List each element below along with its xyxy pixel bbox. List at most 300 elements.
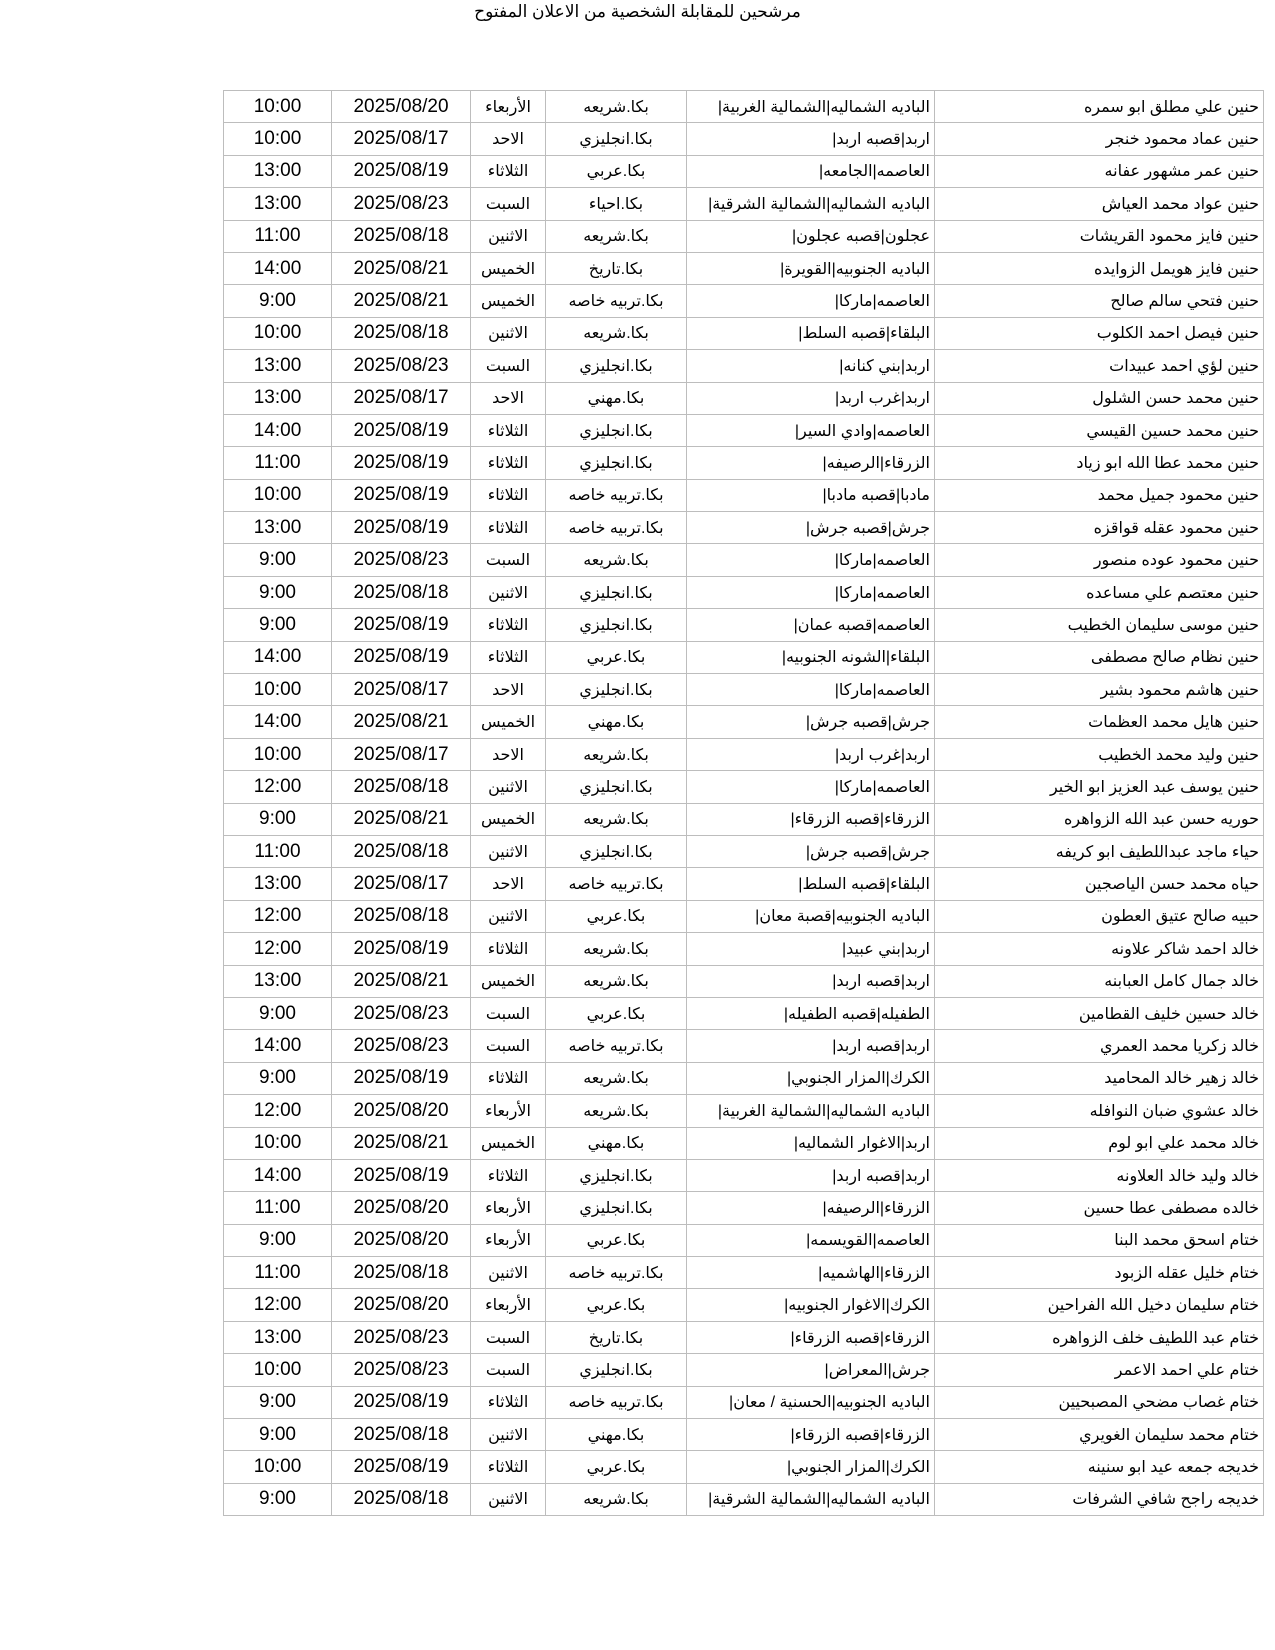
- candidate-name-cell: ختام خليل عقله الزبود: [935, 1257, 1264, 1289]
- table-row: [224, 803, 1264, 835]
- interview-time-cell: 13:00: [224, 350, 332, 382]
- candidate-name-cell: حياه محمد حسن الياصجين: [935, 868, 1264, 900]
- candidate-name-cell: حوريه حسن عبد الله الزواهره: [935, 803, 1264, 835]
- candidate-name-cell: خالد حسين خليف القطامين: [935, 997, 1264, 1029]
- interview-time-cell: 13:00: [224, 512, 332, 544]
- interview-date-cell: 2025/08/19: [332, 609, 471, 641]
- interview-day-cell: السبت: [471, 1354, 546, 1386]
- table-row: [224, 900, 1264, 932]
- table-row: [224, 1483, 1264, 1515]
- region-cell: الباديه الجنوبيه|قصبة معان|: [687, 900, 935, 932]
- interview-day-cell: الاحد: [471, 868, 546, 900]
- candidate-name-cell: حنين موسى سليمان الخطيب: [935, 609, 1264, 641]
- table-row: [224, 706, 1264, 738]
- interview-date-cell: 2025/08/18: [332, 771, 471, 803]
- specialization-cell: بكا.انجليزي: [546, 350, 687, 382]
- region-cell: البلقاء|قصبه السلط|: [687, 868, 935, 900]
- interview-day-cell: السبت: [471, 1321, 546, 1353]
- interview-date-cell: 2025/08/21: [332, 1127, 471, 1159]
- region-cell: الزرقاء|الرصيفه|: [687, 447, 935, 479]
- interview-date-cell: 2025/08/19: [332, 1386, 471, 1418]
- interview-day-cell: الثلاثاء: [471, 155, 546, 187]
- interview-time-cell: 14:00: [224, 1030, 332, 1062]
- region-cell: جرش|قصبه جرش|: [687, 706, 935, 738]
- interview-time-cell: 10:00: [224, 91, 332, 123]
- interview-day-cell: الخميس: [471, 1127, 546, 1159]
- interview-date-cell: 2025/08/18: [332, 900, 471, 932]
- region-cell: العاصمه|ماركا|: [687, 285, 935, 317]
- table-row: [224, 382, 1264, 414]
- interview-time-cell: 14:00: [224, 641, 332, 673]
- region-cell: الزرقاء|قصبه الزرقاء|: [687, 803, 935, 835]
- interview-time-cell: 9:00: [224, 285, 332, 317]
- specialization-cell: بكا.عربي: [546, 1289, 687, 1321]
- table-row: [224, 641, 1264, 673]
- candidate-name-cell: حنين فتحي سالم صالح: [935, 285, 1264, 317]
- candidate-name-cell: حنين لؤي احمد عبيدات: [935, 350, 1264, 382]
- interview-date-cell: 2025/08/17: [332, 738, 471, 770]
- interview-time-cell: 10:00: [224, 1451, 332, 1483]
- interview-date-cell: 2025/08/19: [332, 155, 471, 187]
- candidate-name-cell: حنين محمود جميل محمد: [935, 479, 1264, 511]
- candidate-name-cell: حنين يوسف عبد العزيز ابو الخير: [935, 771, 1264, 803]
- interview-day-cell: الاثنين: [471, 317, 546, 349]
- table-row: [224, 674, 1264, 706]
- interview-day-cell: الاثنين: [471, 771, 546, 803]
- interview-date-cell: 2025/08/18: [332, 1483, 471, 1515]
- specialization-cell: بكا.عربي: [546, 997, 687, 1029]
- table-row: [224, 1451, 1264, 1483]
- specialization-cell: بكا.تربيه خاصه: [546, 1257, 687, 1289]
- region-cell: الزرقاء|قصبه الزرقاء|: [687, 1419, 935, 1451]
- interview-time-cell: 10:00: [224, 674, 332, 706]
- table-row: [224, 1386, 1264, 1418]
- interview-day-cell: الثلاثاء: [471, 933, 546, 965]
- interview-time-cell: 11:00: [224, 835, 332, 867]
- specialization-cell: بكا.شريعه: [546, 803, 687, 835]
- table-row: [224, 738, 1264, 770]
- specialization-cell: بكا.مهني: [546, 1127, 687, 1159]
- specialization-cell: بكا.انجليزي: [546, 771, 687, 803]
- interview-time-cell: 14:00: [224, 414, 332, 446]
- interview-day-cell: الثلاثاء: [471, 1159, 546, 1191]
- interview-time-cell: 9:00: [224, 1386, 332, 1418]
- region-cell: العاصمه|ماركا|: [687, 674, 935, 706]
- interview-date-cell: 2025/08/18: [332, 1257, 471, 1289]
- interview-time-cell: 9:00: [224, 803, 332, 835]
- region-cell: الباديه الشماليه|الشمالية الشرقية|: [687, 188, 935, 220]
- candidate-name-cell: حنين محمد حسين القيسي: [935, 414, 1264, 446]
- interview-time-cell: 9:00: [224, 544, 332, 576]
- table-row: [224, 414, 1264, 446]
- candidate-name-cell: حبيه صالح عتيق العطون: [935, 900, 1264, 932]
- region-cell: البلقاء|الشونه الجنوبيه|: [687, 641, 935, 673]
- interview-time-cell: 11:00: [224, 1192, 332, 1224]
- table-row: [224, 1062, 1264, 1094]
- table-row: [224, 933, 1264, 965]
- interview-day-cell: الأربعاء: [471, 1224, 546, 1256]
- interview-date-cell: 2025/08/20: [332, 1095, 471, 1127]
- region-cell: الكرك|المزار الجنوبي|: [687, 1062, 935, 1094]
- specialization-cell: بكا.عربي: [546, 641, 687, 673]
- candidate-name-cell: حنين محمود عقله قواقزه: [935, 512, 1264, 544]
- interview-day-cell: الثلاثاء: [471, 447, 546, 479]
- table-row: [224, 220, 1264, 252]
- interview-date-cell: 2025/08/21: [332, 965, 471, 997]
- table-row: [224, 1321, 1264, 1353]
- interview-time-cell: 9:00: [224, 576, 332, 608]
- interview-day-cell: الخميس: [471, 252, 546, 284]
- region-cell: العاصمه|الجامعه|: [687, 155, 935, 187]
- table-row: [224, 1030, 1264, 1062]
- candidate-name-cell: حنين فيصل احمد الكلوب: [935, 317, 1264, 349]
- interview-time-cell: 11:00: [224, 447, 332, 479]
- interview-date-cell: 2025/08/17: [332, 382, 471, 414]
- interview-day-cell: السبت: [471, 350, 546, 382]
- interview-time-cell: 13:00: [224, 965, 332, 997]
- specialization-cell: بكا.انجليزي: [546, 1159, 687, 1191]
- region-cell: الباديه الشماليه|الشمالية الشرقية|: [687, 1483, 935, 1515]
- table-row: [224, 447, 1264, 479]
- table-row: [224, 997, 1264, 1029]
- interview-day-cell: الأربعاء: [471, 1095, 546, 1127]
- interview-day-cell: الثلاثاء: [471, 479, 546, 511]
- specialization-cell: بكا.تاريخ: [546, 252, 687, 284]
- interview-day-cell: الأربعاء: [471, 1289, 546, 1321]
- region-cell: العاصمه|ماركا|: [687, 771, 935, 803]
- specialization-cell: بكا.انجليزي: [546, 414, 687, 446]
- candidate-name-cell: خالد زكريا محمد العمري: [935, 1030, 1264, 1062]
- interview-date-cell: 2025/08/19: [332, 479, 471, 511]
- region-cell: اربد|غرب اربد|: [687, 738, 935, 770]
- interview-date-cell: 2025/08/20: [332, 1289, 471, 1321]
- region-cell: العاصمه|وادي السير|: [687, 414, 935, 446]
- table-row: [224, 771, 1264, 803]
- interview-time-cell: 12:00: [224, 771, 332, 803]
- region-cell: البلقاء|قصبه السلط|: [687, 317, 935, 349]
- interview-date-cell: 2025/08/20: [332, 1224, 471, 1256]
- table-row: [224, 479, 1264, 511]
- specialization-cell: بكا.انجليزي: [546, 576, 687, 608]
- specialization-cell: بكا.انجليزي: [546, 674, 687, 706]
- candidate-name-cell: ختام غصاب مضحي المصبحيين: [935, 1386, 1264, 1418]
- region-cell: اربد|غرب اربد|: [687, 382, 935, 414]
- interview-date-cell: 2025/08/18: [332, 576, 471, 608]
- interview-date-cell: 2025/08/23: [332, 544, 471, 576]
- interview-day-cell: الاحد: [471, 382, 546, 414]
- specialization-cell: بكا.شريعه: [546, 91, 687, 123]
- interview-time-cell: 13:00: [224, 1321, 332, 1353]
- table-row: [224, 835, 1264, 867]
- specialization-cell: بكا.شريعه: [546, 1483, 687, 1515]
- interview-day-cell: الخميس: [471, 285, 546, 317]
- page-title: مرشحين للمقابلة الشخصية من الاعلان المفتوح: [474, 2, 801, 21]
- interview-day-cell: الاثنين: [471, 1419, 546, 1451]
- interview-date-cell: 2025/08/17: [332, 868, 471, 900]
- interview-day-cell: السبت: [471, 997, 546, 1029]
- interview-day-cell: الاثنين: [471, 900, 546, 932]
- specialization-cell: بكا.انجليزي: [546, 609, 687, 641]
- interview-date-cell: 2025/08/19: [332, 414, 471, 446]
- specialization-cell: بكا.انجليزي: [546, 1354, 687, 1386]
- interview-date-cell: 2025/08/23: [332, 1321, 471, 1353]
- region-cell: اربد|قصبه اربد|: [687, 123, 935, 155]
- interview-time-cell: 11:00: [224, 220, 332, 252]
- candidate-name-cell: حنين عمر مشهور عفانه: [935, 155, 1264, 187]
- region-cell: العاصمه|ماركا|: [687, 576, 935, 608]
- specialization-cell: بكا.انجليزي: [546, 835, 687, 867]
- table-row: [224, 544, 1264, 576]
- interview-time-cell: 10:00: [224, 738, 332, 770]
- table-row: [224, 1224, 1264, 1256]
- interview-day-cell: الثلاثاء: [471, 641, 546, 673]
- table-row: [224, 1419, 1264, 1451]
- table-row: [224, 1127, 1264, 1159]
- specialization-cell: بكا.تاريخ: [546, 1321, 687, 1353]
- interview-day-cell: الاثنين: [471, 1483, 546, 1515]
- interview-time-cell: 9:00: [224, 1419, 332, 1451]
- interview-time-cell: 10:00: [224, 479, 332, 511]
- specialization-cell: بكا.انجليزي: [546, 1192, 687, 1224]
- interview-time-cell: 13:00: [224, 868, 332, 900]
- interview-date-cell: 2025/08/18: [332, 1419, 471, 1451]
- specialization-cell: بكا.انجليزي: [546, 447, 687, 479]
- interview-day-cell: الخميس: [471, 965, 546, 997]
- specialization-cell: بكا.تربيه خاصه: [546, 479, 687, 511]
- interview-time-cell: 10:00: [224, 1127, 332, 1159]
- interview-time-cell: 10:00: [224, 123, 332, 155]
- region-cell: اربد|بني كنانه|: [687, 350, 935, 382]
- region-cell: العاصمه|القويسمه|: [687, 1224, 935, 1256]
- table-row: [224, 1289, 1264, 1321]
- candidate-name-cell: حنين نظام صالح مصطفى: [935, 641, 1264, 673]
- interview-day-cell: الاحد: [471, 738, 546, 770]
- candidate-name-cell: حنين محمود عوده منصور: [935, 544, 1264, 576]
- interview-date-cell: 2025/08/19: [332, 512, 471, 544]
- interview-date-cell: 2025/08/20: [332, 1192, 471, 1224]
- candidates-table-body: [224, 91, 1264, 1516]
- specialization-cell: بكا.عربي: [546, 155, 687, 187]
- candidate-name-cell: حنين معتصم علي مساعده: [935, 576, 1264, 608]
- interview-date-cell: 2025/08/19: [332, 933, 471, 965]
- interview-day-cell: الاثنين: [471, 576, 546, 608]
- interview-day-cell: الاثنين: [471, 220, 546, 252]
- specialization-cell: بكا.شريعه: [546, 738, 687, 770]
- specialization-cell: بكا.انجليزي: [546, 123, 687, 155]
- interview-day-cell: الثلاثاء: [471, 414, 546, 446]
- candidate-name-cell: حنين وليد محمد الخطيب: [935, 738, 1264, 770]
- interview-day-cell: الاحد: [471, 674, 546, 706]
- interview-date-cell: 2025/08/21: [332, 285, 471, 317]
- specialization-cell: بكا.تربيه خاصه: [546, 285, 687, 317]
- interview-date-cell: 2025/08/21: [332, 706, 471, 738]
- interview-time-cell: 12:00: [224, 1289, 332, 1321]
- interview-time-cell: 9:00: [224, 997, 332, 1029]
- candidate-name-cell: ختام عبد اللطيف خلف الزواهره: [935, 1321, 1264, 1353]
- interview-date-cell: 2025/08/18: [332, 835, 471, 867]
- candidate-name-cell: حنين عواد محمد العياش: [935, 188, 1264, 220]
- interview-time-cell: 13:00: [224, 188, 332, 220]
- interview-day-cell: الخميس: [471, 706, 546, 738]
- specialization-cell: بكا.مهني: [546, 706, 687, 738]
- table-row: [224, 868, 1264, 900]
- candidate-name-cell: خالد جمال كامل العبابنه: [935, 965, 1264, 997]
- region-cell: الطفيله|قصبه الطفيله|: [687, 997, 935, 1029]
- interview-time-cell: 9:00: [224, 609, 332, 641]
- interview-day-cell: السبت: [471, 544, 546, 576]
- region-cell: مادبا|قصبه مادبا|: [687, 479, 935, 511]
- interview-date-cell: 2025/08/23: [332, 1354, 471, 1386]
- candidate-name-cell: خالد محمد علي ابو لوم: [935, 1127, 1264, 1159]
- interview-date-cell: 2025/08/20: [332, 91, 471, 123]
- interview-day-cell: الاحد: [471, 123, 546, 155]
- interview-date-cell: 2025/08/17: [332, 123, 471, 155]
- region-cell: العاصمه|ماركا|: [687, 544, 935, 576]
- specialization-cell: بكا.تربيه خاصه: [546, 1386, 687, 1418]
- candidate-name-cell: خالد زهير خالد المحاميد: [935, 1062, 1264, 1094]
- interview-date-cell: 2025/08/21: [332, 803, 471, 835]
- specialization-cell: بكا.عربي: [546, 900, 687, 932]
- interview-time-cell: 12:00: [224, 1095, 332, 1127]
- table-row: [224, 91, 1264, 123]
- interview-day-cell: الثلاثاء: [471, 1386, 546, 1418]
- candidate-name-cell: خالد عشوي ضبان النوافله: [935, 1095, 1264, 1127]
- interview-day-cell: الثلاثاء: [471, 512, 546, 544]
- candidate-name-cell: ختام سليمان دخيل الله الفراحين: [935, 1289, 1264, 1321]
- interview-time-cell: 11:00: [224, 1257, 332, 1289]
- specialization-cell: بكا.شريعه: [546, 1095, 687, 1127]
- candidate-name-cell: ختام علي احمد الاعمر: [935, 1354, 1264, 1386]
- interview-date-cell: 2025/08/19: [332, 1062, 471, 1094]
- interview-day-cell: الاثنين: [471, 835, 546, 867]
- interview-time-cell: 13:00: [224, 155, 332, 187]
- candidate-name-cell: حنين عماد محمود خنجر: [935, 123, 1264, 155]
- specialization-cell: بكا.شريعه: [546, 544, 687, 576]
- region-cell: اربد|قصبه اربد|: [687, 965, 935, 997]
- specialization-cell: بكا.شريعه: [546, 933, 687, 965]
- interview-day-cell: الأربعاء: [471, 91, 546, 123]
- region-cell: الباديه الجنوبيه|الحسنية / معان|: [687, 1386, 935, 1418]
- interview-time-cell: 13:00: [224, 382, 332, 414]
- region-cell: عجلون|قصبه عجلون|: [687, 220, 935, 252]
- table-row: [224, 1192, 1264, 1224]
- region-cell: الزرقاء|الرصيفه|: [687, 1192, 935, 1224]
- table-row: [224, 1354, 1264, 1386]
- candidate-name-cell: خديجه جمعه عيد ابو سنينه: [935, 1451, 1264, 1483]
- candidate-name-cell: حنين فايز هويمل الزوايده: [935, 252, 1264, 284]
- region-cell: العاصمه|قصبه عمان|: [687, 609, 935, 641]
- interview-date-cell: 2025/08/23: [332, 350, 471, 382]
- candidate-name-cell: ختام اسحق محمد البنا: [935, 1224, 1264, 1256]
- table-row: [224, 155, 1264, 187]
- specialization-cell: بكا.تربيه خاصه: [546, 1030, 687, 1062]
- interview-time-cell: 14:00: [224, 1159, 332, 1191]
- candidate-name-cell: خالده مصطفى عطا حسين: [935, 1192, 1264, 1224]
- table-row: [224, 1095, 1264, 1127]
- interview-date-cell: 2025/08/19: [332, 1451, 471, 1483]
- table-row: [224, 965, 1264, 997]
- specialization-cell: بكا.تربيه خاصه: [546, 512, 687, 544]
- region-cell: الكرك|الاغوار الجنوبيه|: [687, 1289, 935, 1321]
- specialization-cell: بكا.شريعه: [546, 317, 687, 349]
- table-row: [224, 317, 1264, 349]
- specialization-cell: بكا.مهني: [546, 382, 687, 414]
- specialization-cell: بكا.احياء: [546, 188, 687, 220]
- candidate-name-cell: حنين محمد عطا الله ابو زياد: [935, 447, 1264, 479]
- interview-day-cell: السبت: [471, 188, 546, 220]
- region-cell: جرش|قصبه جرش|: [687, 512, 935, 544]
- interview-time-cell: 9:00: [224, 1062, 332, 1094]
- table-row: [224, 350, 1264, 382]
- region-cell: الباديه الجنوبيه|القويرة|: [687, 252, 935, 284]
- candidate-name-cell: حياء ماجد عبداللطيف ابو كريفه: [935, 835, 1264, 867]
- interview-date-cell: 2025/08/18: [332, 220, 471, 252]
- interview-day-cell: الاثنين: [471, 1257, 546, 1289]
- candidate-name-cell: حنين علي مطلق ابو سمره: [935, 91, 1264, 123]
- candidate-name-cell: خديجه راجح شافي الشرفات: [935, 1483, 1264, 1515]
- interview-date-cell: 2025/08/21: [332, 252, 471, 284]
- specialization-cell: بكا.تربيه خاصه: [546, 868, 687, 900]
- table-row: [224, 123, 1264, 155]
- interview-date-cell: 2025/08/23: [332, 997, 471, 1029]
- interview-time-cell: 10:00: [224, 1354, 332, 1386]
- region-cell: جرش|المعراض|: [687, 1354, 935, 1386]
- region-cell: جرش|قصبه جرش|: [687, 835, 935, 867]
- specialization-cell: بكا.شريعه: [546, 965, 687, 997]
- interview-date-cell: 2025/08/19: [332, 641, 471, 673]
- table-row: [224, 188, 1264, 220]
- interview-time-cell: 9:00: [224, 1483, 332, 1515]
- candidate-name-cell: حنين محمد حسن الشلول: [935, 382, 1264, 414]
- table-row: [224, 1257, 1264, 1289]
- specialization-cell: بكا.مهني: [546, 1419, 687, 1451]
- specialization-cell: بكا.عربي: [546, 1224, 687, 1256]
- candidate-name-cell: ختام محمد سليمان الغويري: [935, 1419, 1264, 1451]
- interview-day-cell: الخميس: [471, 803, 546, 835]
- table-row: [224, 252, 1264, 284]
- candidates-table: [223, 90, 1264, 1516]
- interview-date-cell: 2025/08/23: [332, 1030, 471, 1062]
- candidate-name-cell: حنين هاشم محمود بشير: [935, 674, 1264, 706]
- table-row: [224, 609, 1264, 641]
- candidate-name-cell: حنين فايز محمود القريشات: [935, 220, 1264, 252]
- interview-day-cell: الأربعاء: [471, 1192, 546, 1224]
- interview-day-cell: السبت: [471, 1030, 546, 1062]
- region-cell: اربد|بني عبيد|: [687, 933, 935, 965]
- interview-time-cell: 14:00: [224, 252, 332, 284]
- interview-day-cell: الثلاثاء: [471, 609, 546, 641]
- interview-time-cell: 12:00: [224, 933, 332, 965]
- interview-time-cell: 10:00: [224, 317, 332, 349]
- table-row: [224, 512, 1264, 544]
- interview-date-cell: 2025/08/19: [332, 447, 471, 479]
- interview-day-cell: الثلاثاء: [471, 1451, 546, 1483]
- candidate-name-cell: خالد احمد شاكر علاونه: [935, 933, 1264, 965]
- interview-date-cell: 2025/08/18: [332, 317, 471, 349]
- region-cell: الزرقاء|الهاشميه|: [687, 1257, 935, 1289]
- interview-date-cell: 2025/08/23: [332, 188, 471, 220]
- candidate-name-cell: حنين هايل محمد العظمات: [935, 706, 1264, 738]
- candidate-name-cell: خالد وليد خالد العلاونه: [935, 1159, 1264, 1191]
- region-cell: اربد|قصبه اربد|: [687, 1030, 935, 1062]
- interview-date-cell: 2025/08/19: [332, 1159, 471, 1191]
- interview-date-cell: 2025/08/17: [332, 674, 471, 706]
- interview-time-cell: 14:00: [224, 706, 332, 738]
- interview-day-cell: الثلاثاء: [471, 1062, 546, 1094]
- table-row: [224, 285, 1264, 317]
- region-cell: الزرقاء|قصبه الزرقاء|: [687, 1321, 935, 1353]
- table-row: [224, 1159, 1264, 1191]
